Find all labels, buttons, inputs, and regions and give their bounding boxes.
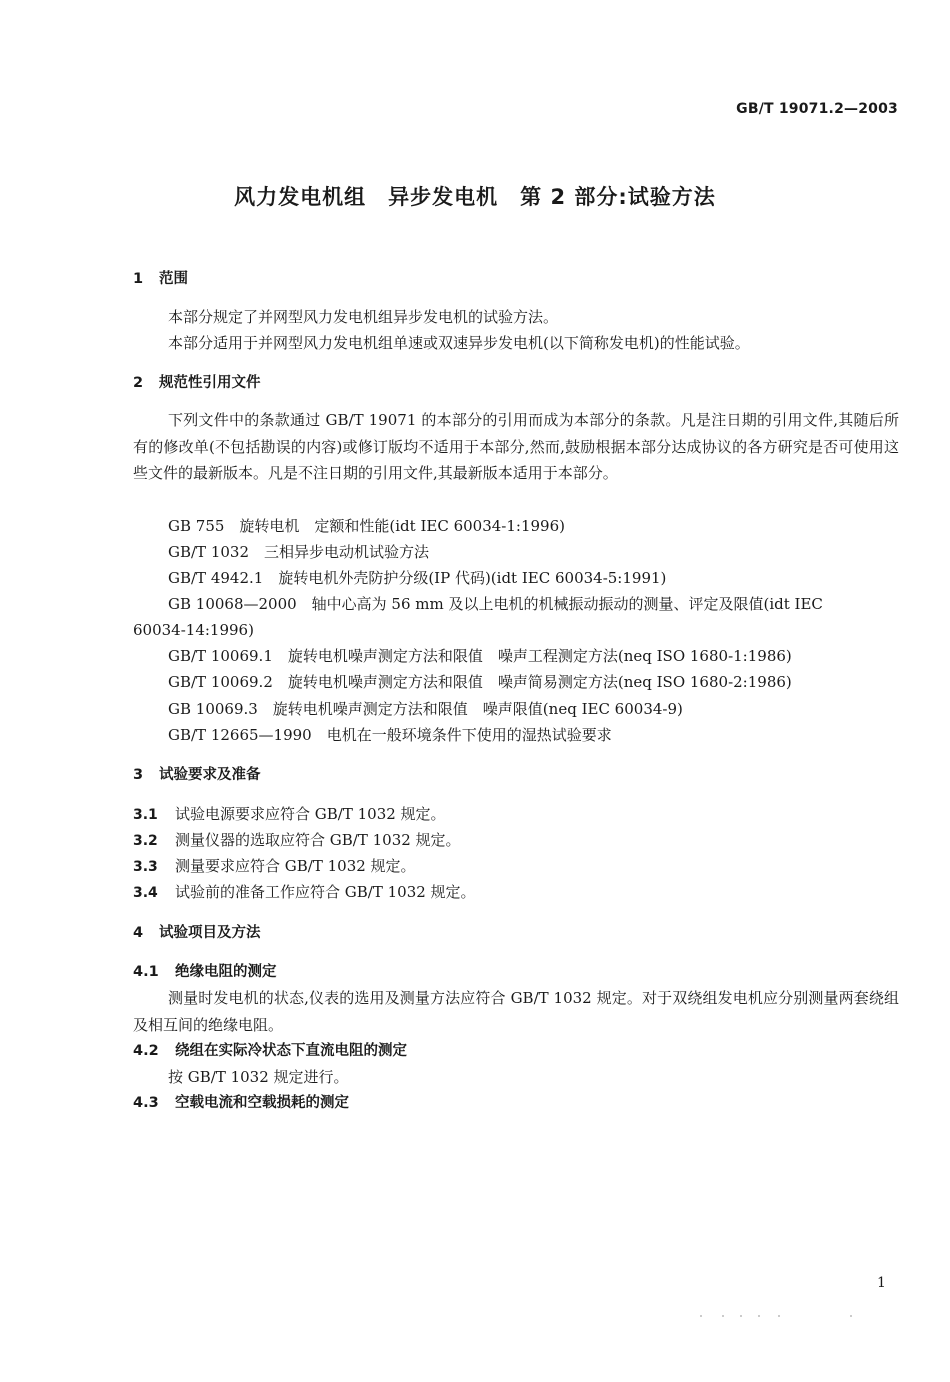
clause-item — [133, 879, 476, 906]
page-number: 1 — [877, 1275, 886, 1291]
clause-number: 4.1 — [133, 964, 159, 980]
reference-item: GB/T 4942.1 旋转电机外壳防护分级(IP 代码)(idt IEC 60034-5:1991) — [168, 569, 667, 587]
reference-item: GB/T 12665—1990 电机在一般环境条件下使用的湿热试验要求 — [168, 726, 612, 744]
clause-item — [133, 827, 461, 854]
section-2-heading — [133, 370, 261, 396]
clause-title: 绝缘电阻的测定 — [175, 964, 277, 980]
section-number: 1 — [133, 271, 144, 287]
reference-item: GB/T 10069.1 旋转电机噪声测定方法和限值 噪声工程测定方法(neq ISO 1680-1:1986) — [168, 647, 792, 665]
reference-item: GB 755 旋转电机 定额和性能(idt IEC 60034-1:1996) — [168, 517, 565, 535]
scan-artifact — [700, 1313, 860, 1319]
clause-title: 空载电流和空载损耗的测定 — [175, 1095, 349, 1111]
reference-item: GB/T 1032 三相异步电动机试验方法 — [168, 543, 430, 561]
clause-heading — [133, 959, 277, 985]
clause-heading — [133, 1038, 407, 1064]
reference-item-continuation: 60034-14:1996) — [133, 621, 254, 639]
clause-text: 试验电源要求应符合 GB/T 1032 规定。 — [175, 805, 446, 823]
clause-title: 绕组在实际冷状态下直流电阻的测定 — [175, 1043, 407, 1059]
clause-number: 4.2 — [133, 1043, 159, 1059]
section-4-heading — [133, 920, 261, 946]
clause-text: 测量仪器的选取应符合 GB/T 1032 规定。 — [175, 831, 461, 849]
paragraph: 本部分规定了并网型风力发电机组异步发电机的试验方法。 — [168, 308, 559, 326]
clause-number: 3.3 — [133, 859, 158, 875]
clause-body: 按 GB/T 1032 规定进行。 — [168, 1068, 349, 1086]
clause-item — [133, 801, 446, 828]
clause-text: 试验前的准备工作应符合 GB/T 1032 规定。 — [175, 883, 476, 901]
section-1-heading — [133, 266, 188, 292]
clause-item — [133, 853, 416, 880]
section-title: 范围 — [159, 271, 188, 287]
section-number: 3 — [133, 767, 144, 783]
section-3-heading — [133, 762, 261, 788]
clause-heading — [133, 1090, 349, 1116]
reference-item: GB 10068—2000 轴中心高为 56 mm 及以上电机的机械振动振动的测量、评定及限值(idt IEC — [168, 595, 823, 613]
section-number: 2 — [133, 375, 144, 391]
section-title: 试验要求及准备 — [159, 767, 261, 783]
clause-number: 3.4 — [133, 885, 158, 901]
reference-item: GB/T 10069.2 旋转电机噪声测定方法和限值 噪声简易测定方法(neq ISO 1680-2:1986) — [168, 673, 792, 691]
paragraph: 本部分适用于并网型风力发电机组单速或双速异步发电机(以下简称发电机)的性能试验。 — [168, 334, 750, 352]
reference-item: GB 10069.3 旋转电机噪声测定方法和限值 噪声限值(neq IEC 60034-9) — [168, 700, 683, 718]
clause-text: 测量要求应符合 GB/T 1032 规定。 — [175, 857, 416, 875]
references-intro: 下列文件中的条款通过 GB/T 19071 的本部分的引用而成为本部分的条款。凡是注日期的引用文件,其随后所有的修改单(不包括勘误的内容)或修订版均不适用于本部分,然而,鼓励根据本部分达成协议的各方研究是否可使用这些文件的最新版本。凡是不注日期的引用文件,其最新版本适用于本部分。 — [133, 411, 899, 482]
clause-body: 测量时发电机的状态,仪表的选用及测量方法应符合 GB/T 1032 规定。对于双绕组发电机应分别测量两套绕组及相互间的绝缘电阻。 — [133, 989, 899, 1034]
clause-number: 3.2 — [133, 833, 158, 849]
section-number: 4 — [133, 925, 144, 941]
standard-number: GB/T 19071.2—2003 — [736, 101, 898, 117]
clause-number: 4.3 — [133, 1095, 159, 1111]
section-title: 规范性引用文件 — [159, 375, 261, 391]
section-title: 试验项目及方法 — [159, 925, 261, 941]
clause-number: 3.1 — [133, 807, 158, 823]
document-title: 风力发电机组 异步发电机 第 2 部分:试验方法 — [234, 185, 716, 209]
